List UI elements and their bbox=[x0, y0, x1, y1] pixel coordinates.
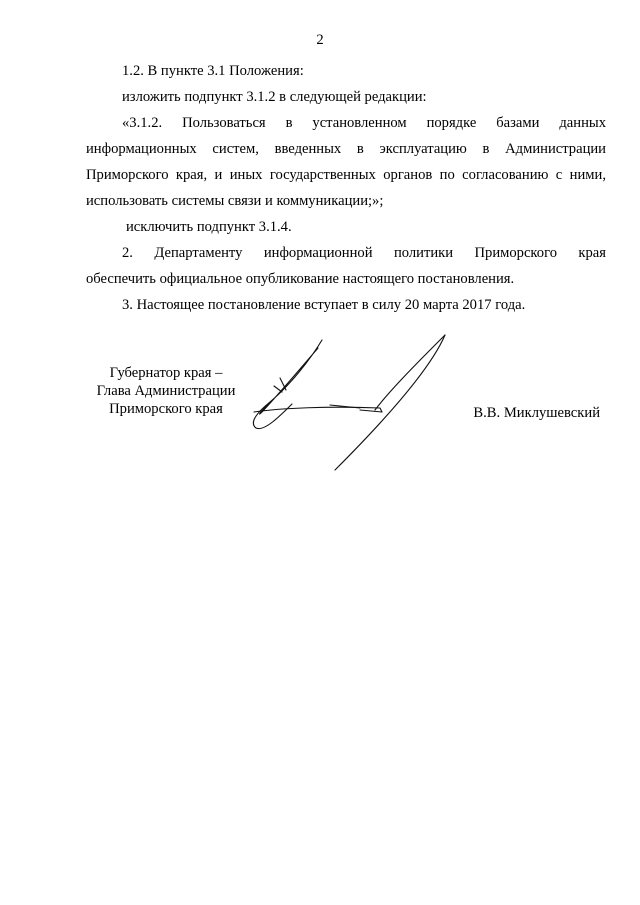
quote-line-3: Приморского края, и иных государственных органов по согласованию с ними, bbox=[86, 167, 606, 183]
item-2-line-2: обеспечить официальное опубликование настоящего постановления. bbox=[86, 271, 515, 287]
quote-line-2: информационных систем, введенных в эксплуатацию в Администрации bbox=[86, 141, 606, 157]
signatory-title-line-1: Губернатор края – bbox=[109, 365, 223, 381]
item-2-line-1: 2. Департаменту информационной политики Приморского края bbox=[122, 245, 606, 261]
handwritten-signature bbox=[240, 330, 460, 480]
clause-1-2-heading: 1.2. В пункте 3.1 Положения: bbox=[122, 63, 304, 79]
quote-line-4: использовать системы связи и коммуникации;»; bbox=[86, 193, 384, 209]
signatory-title-line-3: Приморского края bbox=[109, 401, 223, 417]
signatory-name: В.В. Миклушевский bbox=[473, 405, 600, 421]
exclude-line: исключить подпункт 3.1.4. bbox=[126, 219, 292, 235]
signatory-title-line-2: Глава Администрации bbox=[96, 383, 236, 399]
clause-instruction: изложить подпункт 3.1.2 в следующей редакции: bbox=[122, 89, 427, 105]
item-3-line: 3. Настоящее постановление вступает в силу 20 марта 2017 года. bbox=[122, 297, 526, 313]
page-number: 2 bbox=[316, 32, 324, 48]
quote-line-1: «3.1.2. Пользоваться в установленном порядке базами данных bbox=[122, 115, 606, 131]
signatory-title bbox=[86, 364, 246, 418]
